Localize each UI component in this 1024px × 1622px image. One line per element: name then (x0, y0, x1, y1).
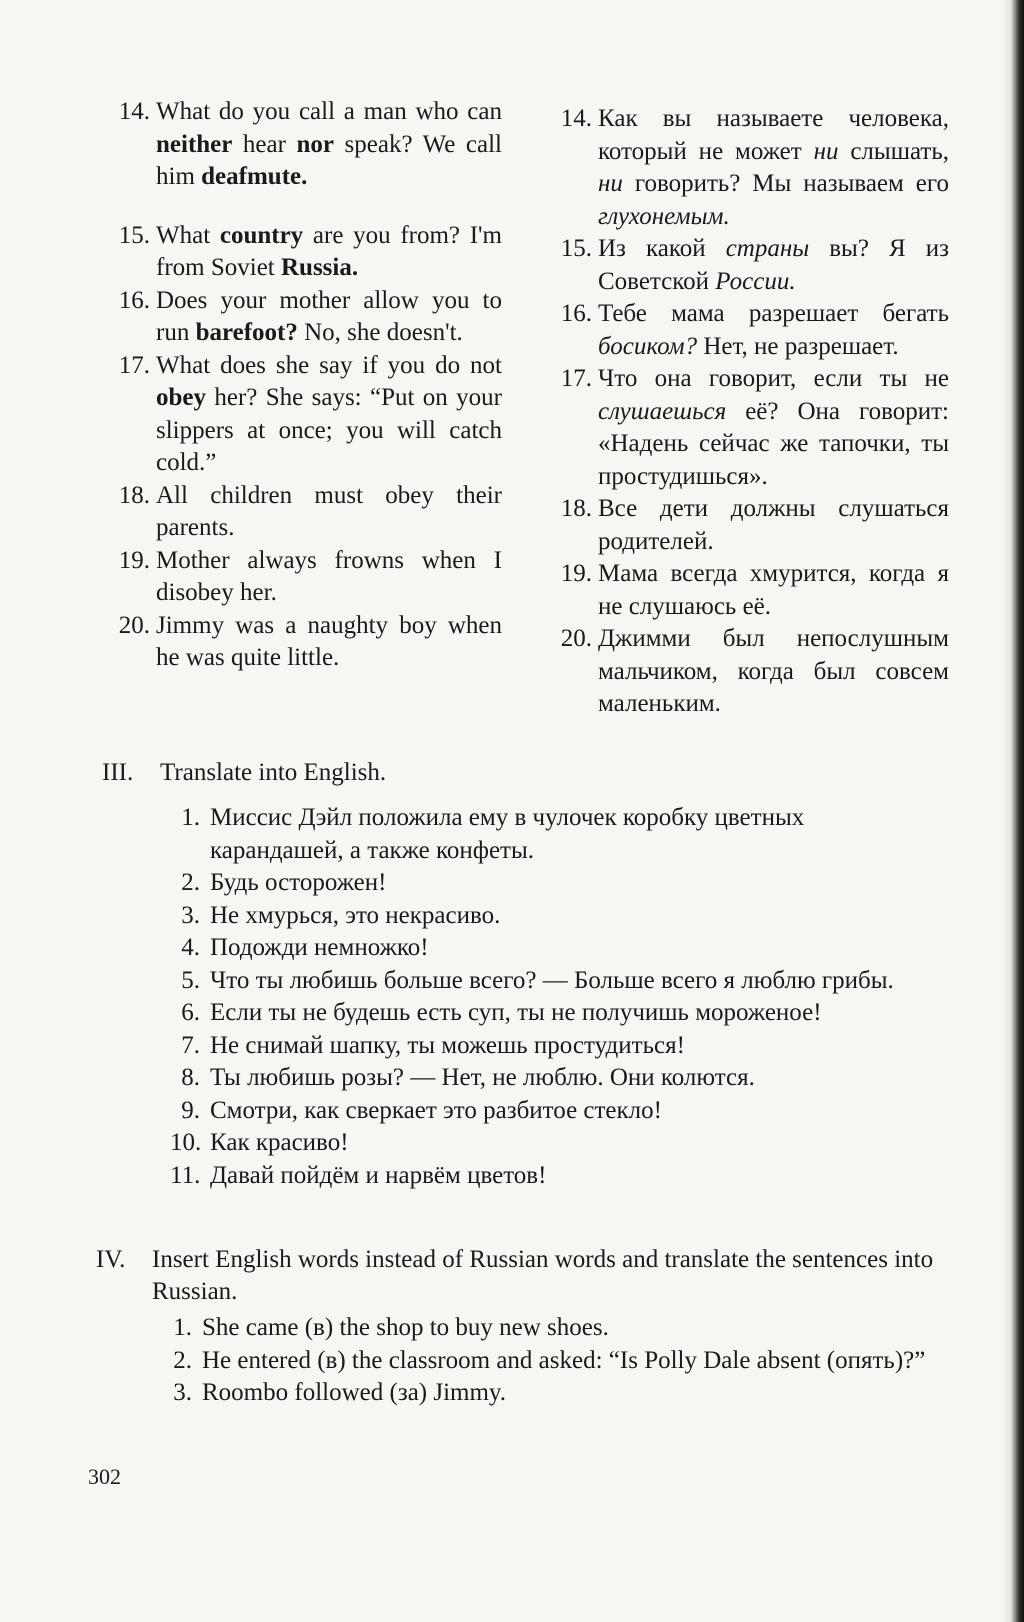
item-number: 11. (170, 1161, 201, 1189)
list-item (102, 480, 502, 545)
item-text: Jimmy was a naughty boy when he was quite little. (156, 611, 502, 671)
list-item (102, 610, 502, 675)
item-text: Из какой страны вы? Я из Советской России. (598, 235, 949, 295)
item-number: 18. (118, 481, 150, 509)
item-text: Мама всегда хмурится, когда я не слушаюсь её. (598, 560, 949, 620)
keyword-italic: глухонемым. (598, 202, 730, 230)
list-item (544, 493, 949, 558)
section-number: III. (102, 759, 134, 786)
list-item (170, 1062, 935, 1095)
item-number: 16. (118, 286, 150, 314)
item-text: Если ты не будешь есть суп, ты не получишь мороженое! (210, 999, 822, 1026)
item-number: 2. (173, 1346, 192, 1374)
list-item (170, 997, 935, 1030)
item-text: Не снимай шапку, ты можешь простудиться! (210, 1031, 685, 1059)
item-number: 15. (118, 221, 150, 249)
item-text: What country are you from? I'm from Soviet Russia. (156, 221, 502, 281)
section-number: IV. (96, 1246, 126, 1273)
item-number: 20. (560, 625, 592, 652)
english-column (102, 96, 502, 675)
item-text: Смотри, как сверкает это разбитое стекло! (210, 1096, 662, 1124)
russian-column (544, 103, 949, 721)
item-number: 9. (181, 1096, 200, 1124)
list-item (102, 285, 502, 350)
keyword-italic: России. (715, 267, 796, 295)
item-number: 7. (181, 1031, 200, 1059)
keyword-bold: deafmute. (201, 163, 308, 190)
item-text: She came (в) the shop to buy new shoes. (202, 1314, 609, 1341)
section-three-list (170, 802, 935, 1192)
list-item (170, 1127, 935, 1160)
keyword-italic: босиком? (598, 332, 698, 360)
list-item (102, 545, 502, 610)
keyword-bold: obey (156, 384, 206, 411)
item-text: Джимми был непослушным мальчиком, когда был совсем маленьким. (598, 625, 949, 717)
keyword-bold: barefoot? (195, 319, 298, 346)
page-edge-shadow (1002, 0, 1024, 1622)
keyword-bold: nor (296, 130, 334, 158)
item-text: Миссис Дэйл положила ему в чулочек коробку цветных карандашей, а также конфеты. (210, 804, 805, 864)
item-number: 6. (181, 999, 200, 1026)
list-item (544, 233, 949, 298)
item-number: 16. (560, 300, 592, 327)
list-item (162, 1377, 932, 1410)
list-item (162, 1345, 932, 1378)
item-number: 20. (118, 611, 150, 639)
section-four-heading (96, 1244, 936, 1308)
item-number: 2. (181, 869, 200, 896)
item-text: What do you call a man who can neither hear nor speak? We call him deafmute. (156, 98, 502, 190)
page-number: 302 (88, 1464, 121, 1489)
item-number: 3. (173, 1379, 192, 1406)
section-three-heading (102, 757, 802, 789)
item-text: Roombo followed (за) Jimmy. (202, 1379, 507, 1406)
list-item (170, 965, 935, 998)
keyword-bold: country (219, 221, 304, 249)
item-number: 15. (560, 235, 592, 262)
keyword-bold: Russia. (281, 254, 359, 281)
item-text: All children must obey their parents. (156, 481, 502, 541)
item-text: He entered (в) the classroom and asked: “Is Polly Dale absent (опять)?” (202, 1346, 926, 1374)
section-title: Insert English words instead of Russian words and translate the sentences into Russian. (152, 1246, 934, 1305)
item-number: 14. (560, 105, 592, 132)
item-text: Что ты любишь больше всего? — Больше всего я люблю грибы. (210, 966, 894, 994)
list-item (544, 103, 949, 233)
item-text: Давай пойдём и нарвём цветов! (210, 1161, 547, 1189)
list-item (544, 363, 949, 493)
item-text: Тебе мама разрешает бегать босиком? Нет, не разрешает. (598, 300, 949, 360)
item-number: 5. (181, 966, 200, 994)
section-title: Translate into English. (160, 759, 387, 786)
item-number: 19. (118, 546, 150, 574)
list-item (102, 220, 502, 285)
list-item (544, 558, 949, 623)
item-text: Как красиво! (210, 1129, 349, 1156)
item-number: 14. (118, 98, 150, 125)
keyword-italic: страны (725, 235, 810, 262)
item-text: Ты любишь розы? — Нет, не люблю. Они колются. (210, 1064, 755, 1091)
item-text: Does your mother allow you to run barefoot? No, she doesn't. (156, 286, 502, 346)
list-item (102, 350, 502, 480)
item-number: 1. (173, 1314, 192, 1341)
keyword-italic: слушаешься (598, 397, 727, 425)
keyword-italic: ни (813, 137, 839, 165)
list-item (544, 298, 949, 363)
item-number: 17. (118, 351, 150, 379)
item-text: Что она говорит, если ты не слушаешься её? Она говорит: «Надень сейчас же тапочки, ты простудишься». (598, 365, 949, 490)
keyword-italic: ни (598, 170, 623, 197)
list-item (170, 932, 935, 965)
item-number: 17. (560, 365, 592, 392)
item-number: 10. (170, 1129, 202, 1156)
list-item (170, 1095, 935, 1128)
list-item (544, 623, 949, 721)
item-text: Не хмурься, это некрасиво. (210, 901, 501, 929)
keyword-bold: neither (156, 130, 233, 158)
item-text: Будь осторожен! (210, 869, 387, 896)
item-number: 8. (181, 1064, 200, 1091)
item-text: What does she say if you do not obey her? She says: “Put on your slippers at once; you will catch cold.” (156, 351, 502, 476)
item-number: 4. (181, 934, 200, 961)
section-four-list (162, 1312, 932, 1410)
list-item (170, 802, 935, 867)
item-text: Все дети должны слушаться родителей. (598, 495, 949, 555)
item-number: 3. (181, 901, 200, 929)
list-item (102, 96, 502, 194)
list-item (162, 1312, 932, 1345)
item-number: 18. (560, 495, 592, 522)
list-item (170, 1030, 935, 1063)
item-number: 19. (560, 560, 592, 587)
list-item (170, 1160, 935, 1193)
item-text: Подожди немножко! (210, 934, 429, 961)
item-text: Mother always frowns when I disobey her. (156, 546, 502, 606)
list-item (170, 867, 935, 900)
item-number: 1. (181, 804, 200, 831)
item-text: Как вы называете человека, который не может ни слышать, ни говорить? Мы называем его глухонемым. (598, 105, 949, 230)
list-item (170, 900, 935, 933)
